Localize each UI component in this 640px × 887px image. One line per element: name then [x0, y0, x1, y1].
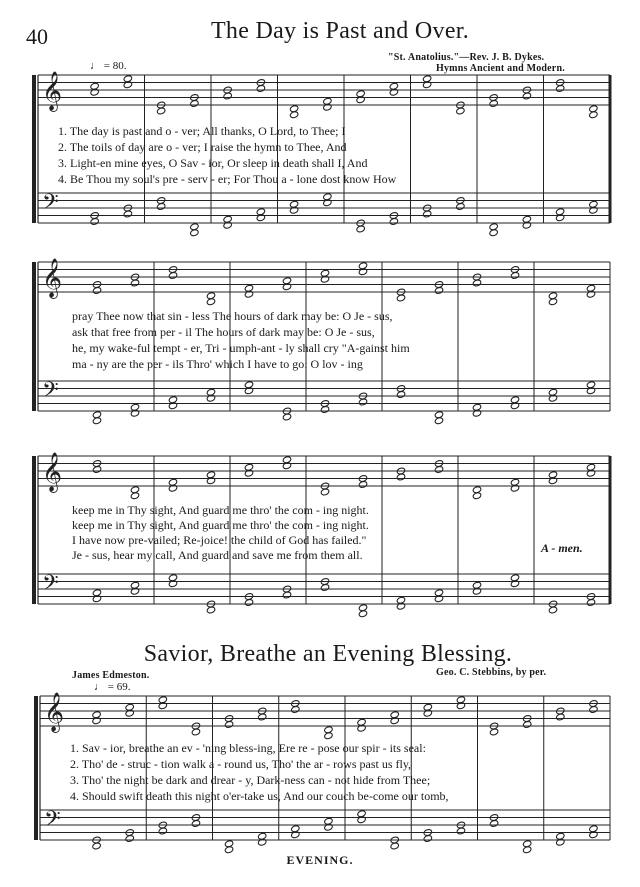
note-head	[168, 484, 177, 492]
note-head	[323, 199, 332, 207]
note-head	[489, 229, 498, 237]
note-head	[92, 417, 101, 425]
source-credit: Hymns Ancient and Modern.	[436, 63, 565, 74]
lyric-line: pray Thee now that sin - less The hours of dark may be: O Je - sus,	[72, 309, 393, 323]
note-head	[489, 820, 498, 828]
bass-clef-icon: 𝄢	[42, 571, 59, 601]
note-head	[90, 218, 99, 226]
quarter-note-icon: ♩	[94, 681, 105, 693]
note-head	[396, 294, 405, 302]
note-head	[522, 721, 531, 729]
note-head	[356, 225, 365, 233]
note-head	[191, 820, 200, 828]
note-head	[510, 484, 519, 492]
note-head	[168, 272, 177, 280]
note-head	[168, 580, 177, 588]
system-bracket	[34, 696, 38, 840]
system-bracket	[32, 262, 36, 411]
note-head	[510, 580, 519, 588]
note-head	[206, 394, 215, 402]
note-head	[92, 717, 101, 725]
lyric-line: 4. Should swift death this night o'er-take us, And our couch be-come our tomb,	[70, 789, 449, 803]
note-head	[456, 107, 465, 115]
note-head	[522, 92, 531, 100]
note-head	[472, 279, 481, 287]
note-head	[456, 827, 465, 835]
tempo-value: = 80.	[103, 60, 127, 72]
note-head	[158, 827, 167, 835]
note-head	[556, 713, 565, 721]
note-head	[324, 732, 333, 740]
note-head	[358, 610, 367, 618]
note-head	[522, 221, 531, 229]
hymn-title: Savior, Breathe an Evening Blessing.	[143, 641, 513, 667]
note-head	[320, 584, 329, 592]
note-head	[510, 272, 519, 280]
bass-clef-icon: 𝄢	[42, 190, 59, 220]
note-head	[224, 721, 233, 729]
note-head	[130, 279, 139, 287]
note-head	[422, 81, 431, 89]
treble-clef-icon: 𝄞	[42, 71, 63, 111]
note-head	[456, 702, 465, 710]
note-head	[206, 477, 215, 485]
note-head	[130, 409, 139, 417]
treble-clef-icon: 𝄞	[42, 452, 63, 492]
note-head	[320, 406, 329, 414]
lyric-line: I have now pre-vailed; Re-joice! the child of God has failed."	[72, 533, 367, 547]
note-head	[472, 492, 481, 500]
note-head	[130, 587, 139, 595]
note-head	[291, 706, 300, 714]
note-head	[289, 111, 298, 119]
note-head	[423, 835, 432, 843]
note-head	[423, 709, 432, 717]
lyric-line: 2. Tho' de - struc - tion walk a - round us, Tho' the ar - rows past us fly,	[70, 757, 412, 771]
tempo-marking	[94, 681, 130, 693]
treble-clef-icon: 𝄞	[42, 258, 63, 298]
note-head	[434, 595, 443, 603]
note-head	[156, 107, 165, 115]
note-head	[390, 842, 399, 850]
amen-label: A - men.	[541, 541, 583, 555]
lyric-line: he, my wake-ful tempt - er, Tri - umph-ant - ly shall cry "A-gainst him	[72, 341, 410, 355]
note-head	[320, 275, 329, 283]
note-head	[289, 206, 298, 214]
composer-credit: Geo. C. Stebbins, by per.	[436, 667, 547, 678]
note-head	[556, 838, 565, 846]
tune-name-footer: EVENING.	[286, 853, 354, 867]
note-head	[357, 724, 366, 732]
lyric-line: 1. The day is past and o - ver; All thanks, O Lord, to Thee; I	[58, 124, 346, 138]
note-head	[123, 210, 132, 218]
note-head	[282, 462, 291, 470]
lyric-line: 3. Light-en mine eyes, O Sav - ior, Or sleep in death shall I, And	[58, 156, 368, 170]
note-head	[256, 214, 265, 222]
note-head	[257, 838, 266, 846]
note-head	[548, 477, 557, 485]
quarter-note-icon: ♩	[90, 60, 101, 72]
note-head	[589, 206, 598, 214]
note-head	[191, 728, 200, 736]
note-head	[123, 81, 132, 89]
note-head	[589, 111, 598, 119]
note-head	[282, 413, 291, 421]
note-head	[358, 398, 367, 406]
author-credit: James Edmeston.	[72, 670, 150, 681]
note-head	[168, 402, 177, 410]
note-head	[357, 816, 366, 824]
note-head	[472, 587, 481, 595]
note-head	[548, 394, 557, 402]
lyric-line: 1. Sav - ior, breathe an ev - 'ning bless-ing, Ere re - pose our spir - its seal:	[70, 741, 426, 755]
lyric-line: 4. Be Thou my soul's pre - serv - er; For Thou a - lone dost know How	[58, 172, 397, 186]
note-head	[206, 298, 215, 306]
note-head	[291, 831, 300, 839]
note-head	[356, 96, 365, 104]
note-head	[156, 203, 165, 211]
note-head	[223, 221, 232, 229]
note-head	[389, 88, 398, 96]
note-head	[434, 417, 443, 425]
note-head	[586, 469, 595, 477]
note-head	[324, 823, 333, 831]
bass-clef-icon: 𝄢	[42, 378, 59, 408]
lyric-line: ma - ny are the per - ils Thro' which I have to go: O lov - ing	[72, 357, 363, 371]
treble-clef-icon: 𝄞	[44, 692, 65, 732]
note-head	[256, 85, 265, 93]
note-head	[434, 287, 443, 295]
note-head	[489, 100, 498, 108]
note-head	[396, 602, 405, 610]
note-head	[90, 88, 99, 96]
note-head	[158, 702, 167, 710]
note-head	[510, 402, 519, 410]
note-head	[92, 466, 101, 474]
note-head	[223, 92, 232, 100]
note-head	[589, 831, 598, 839]
page-number: 40	[26, 24, 48, 49]
lyric-line: keep me in Thy sight, And guard me thro' the com - ing night.	[72, 503, 369, 517]
note-head	[358, 268, 367, 276]
note-head	[206, 606, 215, 614]
bass-clef-icon: 𝄢	[44, 807, 61, 837]
note-head	[589, 706, 598, 714]
note-head	[130, 492, 139, 500]
note-head	[456, 203, 465, 211]
lyric-line: Je - sus, hear my call, And guard and save me from them all.	[72, 548, 363, 562]
lyric-line: keep me in Thy sight, And guard me thro' the com - ing night.	[72, 518, 369, 532]
note-head	[548, 298, 557, 306]
note-head	[472, 409, 481, 417]
note-head	[190, 229, 199, 237]
note-head	[92, 842, 101, 850]
note-head	[548, 606, 557, 614]
note-head	[323, 103, 332, 111]
note-head	[358, 481, 367, 489]
note-head	[125, 835, 134, 843]
lyric-line: 3. Tho' the night be dark and drear - y, Dark-ness can - not hide from Thee;	[70, 773, 431, 787]
note-head	[125, 709, 134, 717]
note-head	[244, 290, 253, 298]
note-head	[244, 469, 253, 477]
note-head	[244, 387, 253, 395]
note-head	[396, 391, 405, 399]
note-head	[422, 210, 431, 218]
tune-credit: "St. Anatolius."—Rev. J. B. Dykes.	[388, 52, 545, 63]
note-head	[282, 283, 291, 291]
tempo-value: = 69.	[107, 681, 131, 693]
note-head	[586, 290, 595, 298]
note-head	[489, 728, 498, 736]
note-head	[396, 473, 405, 481]
note-head	[586, 599, 595, 607]
note-head	[92, 595, 101, 603]
note-head	[555, 85, 564, 93]
system-bracket	[32, 75, 36, 223]
note-head	[320, 488, 329, 496]
hymn-title: The Day is Past and Over.	[210, 18, 470, 44]
note-head	[586, 387, 595, 395]
note-head	[257, 713, 266, 721]
lyric-line: 2. The toils of day are o - ver; I raise the hymn to Thee, And	[58, 140, 347, 154]
note-head	[389, 218, 398, 226]
note-head	[555, 214, 564, 222]
note-head	[92, 287, 101, 295]
note-head	[434, 466, 443, 474]
note-head	[190, 100, 199, 108]
system-bracket	[32, 456, 36, 604]
note-head	[282, 591, 291, 599]
note-head	[244, 599, 253, 607]
lyric-line: ask that free from per - il The hours of dark may be: O Je - sus,	[72, 325, 375, 339]
note-head	[390, 717, 399, 725]
